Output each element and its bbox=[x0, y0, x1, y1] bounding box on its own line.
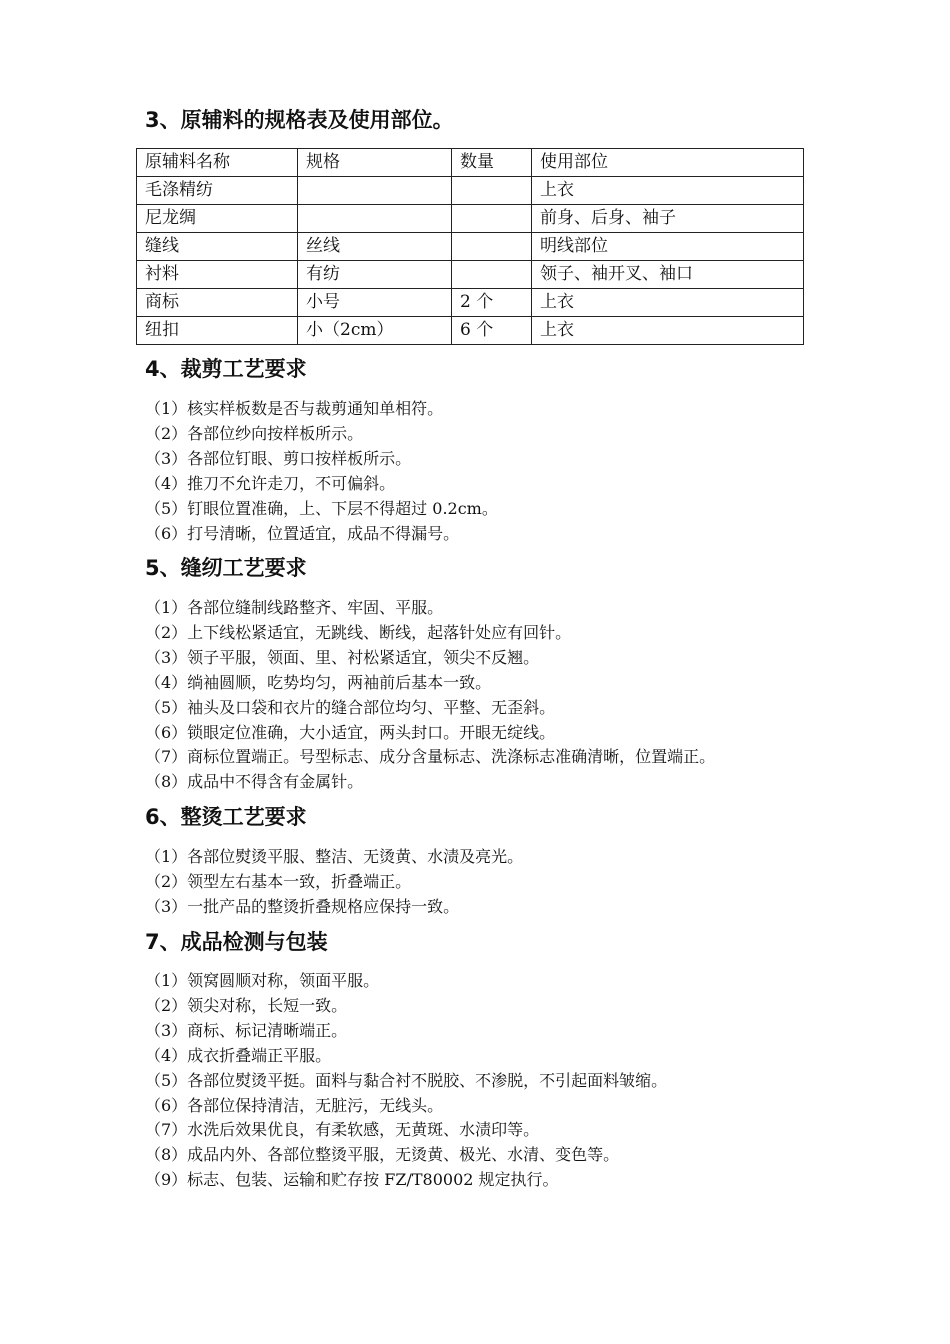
materials-table bbox=[136, 148, 804, 345]
table-cell: 上衣 bbox=[532, 317, 804, 345]
table-cell: 小号 bbox=[298, 289, 452, 317]
table-row bbox=[137, 289, 804, 317]
table-cell bbox=[452, 205, 532, 233]
table-header-row bbox=[137, 149, 804, 177]
table-cell: 2 个 bbox=[452, 289, 532, 317]
table-row bbox=[137, 233, 804, 261]
list-item: （5）各部位熨烫平挺。面料与黏合衬不脱胶、不渗脱，不引起面料皱缩。 bbox=[145, 1070, 668, 1090]
table-cell: 小（2cm） bbox=[298, 317, 452, 345]
list-item: （2）各部位纱向按样板所示。 bbox=[145, 423, 364, 443]
list-item: （1）核实样板数是否与裁剪通知单相符。 bbox=[145, 399, 444, 418]
list-item: （7）水洗后效果优良，有柔软感，无黄斑、水渍印等。 bbox=[145, 1120, 540, 1140]
list-item: （9）标志、包装、运输和贮存按 FZ/T80002 规定执行。 bbox=[145, 1170, 559, 1190]
list-item: （6）各部位保持清洁，无脏污，无线头。 bbox=[145, 1095, 444, 1115]
section-heading-inspection-packaging: 7、成品检测与包装 bbox=[145, 930, 328, 954]
list-item: （2）领型左右基本一致，折叠端正。 bbox=[145, 871, 412, 891]
table-cell bbox=[452, 177, 532, 205]
list-item: （3）各部位钉眼、剪口按样板所示。 bbox=[145, 448, 412, 468]
table-cell: 上衣 bbox=[532, 177, 804, 205]
list-item: （4）成衣折叠端正平服。 bbox=[145, 1045, 332, 1065]
table-cell: 6 个 bbox=[452, 317, 532, 345]
list-item: （8）成品内外、各部位整烫平服，无烫黄、极光、水清、变色等。 bbox=[145, 1145, 620, 1165]
table-cell: 毛涤精纺 bbox=[137, 177, 298, 205]
table-cell: 缝线 bbox=[137, 233, 298, 261]
table-cell: 领子、袖开叉、袖口 bbox=[532, 261, 804, 289]
section-heading-cutting: 4、裁剪工艺要求 bbox=[145, 357, 307, 381]
list-item: （3）一批产品的整烫折叠规格应保持一致。 bbox=[145, 896, 460, 916]
list-item: （1）各部位熨烫平服、整洁、无烫黄、水渍及亮光。 bbox=[145, 847, 524, 866]
list-item: （8）成品中不得含有金属针。 bbox=[145, 772, 364, 792]
section-heading-ironing: 6、整烫工艺要求 bbox=[145, 805, 307, 829]
table-cell: 明线部位 bbox=[532, 233, 804, 261]
cutting-requirements-list bbox=[145, 397, 498, 546]
section-heading-materials: 3、原辅料的规格表及使用部位。 bbox=[145, 108, 454, 132]
list-item: （6）锁眼定位准确，大小适宜，两头封口。开眼无绽线。 bbox=[145, 722, 556, 742]
table-row bbox=[137, 205, 804, 233]
table-cell bbox=[452, 233, 532, 261]
table-cell: 有纺 bbox=[298, 261, 452, 289]
table-cell: 上衣 bbox=[532, 289, 804, 317]
table-cell: 前身、后身、袖子 bbox=[532, 205, 804, 233]
list-item: （7）商标位置端正。号型标志、成分含量标志、洗涤标志准确清晰，位置端正。 bbox=[145, 747, 716, 767]
list-item: （1）各部位缝制线路整齐、牢固、平服。 bbox=[145, 598, 444, 617]
section-heading-sewing: 5、缝纫工艺要求 bbox=[145, 556, 307, 580]
table-cell: 丝线 bbox=[298, 233, 452, 261]
table-cell: 尼龙绸 bbox=[137, 205, 298, 233]
table-header-cell: 原辅料名称 bbox=[137, 149, 298, 177]
table-header-cell: 使用部位 bbox=[532, 149, 804, 177]
table-cell bbox=[298, 205, 452, 233]
table-cell: 商标 bbox=[137, 289, 298, 317]
list-item: （4）绱袖圆顺，吃势均匀，两袖前后基本一致。 bbox=[145, 672, 492, 692]
ironing-requirements-list bbox=[145, 845, 523, 920]
list-item: （3）领子平服，领面、里、衬松紧适宜，领尖不反翘。 bbox=[145, 647, 540, 667]
list-item: （4）推刀不允许走刀，不可偏斜。 bbox=[145, 473, 396, 493]
list-item: （5）钉眼位置准确，上、下层不得超过 0.2cm。 bbox=[145, 498, 498, 518]
table-cell bbox=[452, 261, 532, 289]
list-item: （5）袖头及口袋和衣片的缝合部位均匀、平整、无歪斜。 bbox=[145, 697, 556, 717]
list-item: （2）领尖对称，长短一致。 bbox=[145, 995, 348, 1015]
inspection-packaging-list bbox=[145, 969, 667, 1193]
table-header-cell: 数量 bbox=[452, 149, 532, 177]
list-item: （6）打号清晰，位置适宜，成品不得漏号。 bbox=[145, 523, 460, 543]
table-cell: 纽扣 bbox=[137, 317, 298, 345]
table-header-cell: 规格 bbox=[298, 149, 452, 177]
sewing-requirements-list bbox=[145, 596, 715, 795]
table-row bbox=[137, 317, 804, 345]
list-item: （3）商标、标记清晰端正。 bbox=[145, 1020, 348, 1040]
table-row bbox=[137, 177, 804, 205]
table-cell bbox=[298, 177, 452, 205]
table-cell: 衬料 bbox=[137, 261, 298, 289]
table-row bbox=[137, 261, 804, 289]
list-item: （2）上下线松紧适宜，无跳线、断线，起落针处应有回针。 bbox=[145, 622, 572, 642]
list-item: （1）领窝圆顺对称，领面平服。 bbox=[145, 971, 380, 990]
